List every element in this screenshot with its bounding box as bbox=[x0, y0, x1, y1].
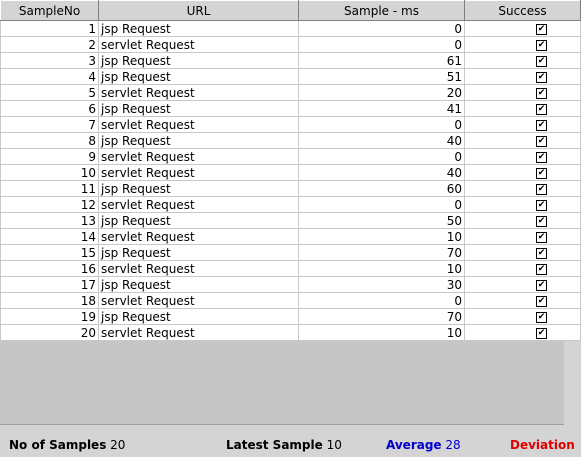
cell-success bbox=[465, 261, 581, 277]
cell-url: servlet Request bbox=[99, 149, 299, 165]
cell-sample-no: 1 bbox=[1, 21, 99, 37]
cell-url: jsp Request bbox=[99, 245, 299, 261]
cell-sample-ms: 0 bbox=[299, 21, 465, 37]
column-header-sample-no[interactable]: SampleNo bbox=[1, 1, 99, 21]
table-body bbox=[1, 21, 581, 341]
latest-value: 10 bbox=[326, 438, 342, 452]
cell-success bbox=[465, 21, 581, 37]
deviation-label: Deviation bbox=[510, 438, 575, 452]
cell-url: jsp Request bbox=[99, 53, 299, 69]
cell-sample-no: 17 bbox=[1, 277, 99, 293]
cell-success bbox=[465, 37, 581, 53]
table-row[interactable] bbox=[1, 293, 581, 309]
table-row[interactable] bbox=[1, 21, 581, 37]
cell-sample-no: 19 bbox=[1, 309, 99, 325]
cell-sample-no: 15 bbox=[1, 245, 99, 261]
column-header-sample-ms[interactable]: Sample - ms bbox=[299, 1, 465, 21]
cell-sample-no: 13 bbox=[1, 213, 99, 229]
success-checkbox[interactable]: ✔ bbox=[537, 247, 546, 258]
table-row[interactable] bbox=[1, 85, 581, 101]
cell-url: servlet Request bbox=[99, 229, 299, 245]
success-checkbox[interactable]: ✔ bbox=[537, 87, 546, 98]
cell-success bbox=[465, 197, 581, 213]
success-checkbox[interactable]: ✔ bbox=[537, 215, 546, 226]
cell-sample-ms: 40 bbox=[299, 133, 465, 149]
cell-sample-ms: 70 bbox=[299, 309, 465, 325]
success-checkbox[interactable]: ✔ bbox=[537, 151, 546, 162]
success-checkbox[interactable]: ✔ bbox=[537, 167, 546, 178]
average-label: Average bbox=[386, 438, 442, 452]
table-row[interactable] bbox=[1, 197, 581, 213]
table-row[interactable] bbox=[1, 53, 581, 69]
cell-success bbox=[465, 229, 581, 245]
success-checkbox[interactable]: ✔ bbox=[537, 103, 546, 114]
cell-sample-ms: 10 bbox=[299, 325, 465, 341]
cell-success bbox=[465, 325, 581, 341]
cell-sample-no: 9 bbox=[1, 149, 99, 165]
cell-sample-ms: 10 bbox=[299, 229, 465, 245]
cell-url: jsp Request bbox=[99, 309, 299, 325]
success-checkbox[interactable]: ✔ bbox=[537, 327, 546, 338]
cell-sample-ms: 61 bbox=[299, 53, 465, 69]
table-row[interactable] bbox=[1, 149, 581, 165]
cell-success bbox=[465, 277, 581, 293]
table-row[interactable] bbox=[1, 101, 581, 117]
cell-success bbox=[465, 181, 581, 197]
table-row[interactable] bbox=[1, 117, 581, 133]
cell-success bbox=[465, 309, 581, 325]
cell-sample-no: 18 bbox=[1, 293, 99, 309]
table-row[interactable] bbox=[1, 325, 581, 341]
cell-url: jsp Request bbox=[99, 133, 299, 149]
cell-sample-ms: 70 bbox=[299, 245, 465, 261]
cell-success bbox=[465, 165, 581, 181]
cell-sample-ms: 30 bbox=[299, 277, 465, 293]
cell-url: servlet Request bbox=[99, 85, 299, 101]
samples-value: 20 bbox=[110, 438, 126, 452]
success-checkbox[interactable]: ✔ bbox=[537, 71, 546, 82]
table-row[interactable] bbox=[1, 229, 581, 245]
average-value: 28 bbox=[445, 438, 461, 452]
success-checkbox[interactable]: ✔ bbox=[537, 55, 546, 66]
cell-sample-ms: 0 bbox=[299, 117, 465, 133]
cell-url: servlet Request bbox=[99, 37, 299, 53]
success-checkbox[interactable]: ✔ bbox=[537, 199, 546, 210]
success-checkbox[interactable]: ✔ bbox=[537, 263, 546, 274]
cell-sample-ms: 0 bbox=[299, 37, 465, 53]
cell-success bbox=[465, 293, 581, 309]
cell-success bbox=[465, 53, 581, 69]
success-checkbox[interactable]: ✔ bbox=[537, 135, 546, 146]
cell-sample-no: 6 bbox=[1, 101, 99, 117]
table-header-row bbox=[1, 1, 581, 21]
stat-average bbox=[386, 438, 461, 452]
cell-url: servlet Request bbox=[99, 261, 299, 277]
cell-sample-no: 8 bbox=[1, 133, 99, 149]
cell-url: jsp Request bbox=[99, 213, 299, 229]
table-row[interactable] bbox=[1, 165, 581, 181]
cell-sample-no: 12 bbox=[1, 197, 99, 213]
cell-success bbox=[465, 133, 581, 149]
success-checkbox[interactable]: ✔ bbox=[537, 279, 546, 290]
cell-sample-no: 4 bbox=[1, 69, 99, 85]
cell-sample-no: 5 bbox=[1, 85, 99, 101]
cell-sample-ms: 0 bbox=[299, 197, 465, 213]
cell-success bbox=[465, 117, 581, 133]
success-checkbox[interactable]: ✔ bbox=[537, 119, 546, 130]
cell-sample-ms: 20 bbox=[299, 85, 465, 101]
cell-success bbox=[465, 245, 581, 261]
column-header-url[interactable]: URL bbox=[99, 1, 299, 21]
cell-sample-no: 7 bbox=[1, 117, 99, 133]
success-checkbox[interactable]: ✔ bbox=[537, 295, 546, 306]
cell-sample-no: 11 bbox=[1, 181, 99, 197]
cell-success bbox=[465, 149, 581, 165]
cell-success bbox=[465, 85, 581, 101]
cell-url: jsp Request bbox=[99, 277, 299, 293]
latest-label: Latest Sample bbox=[226, 438, 323, 452]
cell-sample-no: 2 bbox=[1, 37, 99, 53]
success-checkbox[interactable]: ✔ bbox=[537, 231, 546, 242]
table-row[interactable] bbox=[1, 69, 581, 85]
stat-latest bbox=[226, 438, 342, 452]
cell-sample-no: 3 bbox=[1, 53, 99, 69]
table-row[interactable] bbox=[1, 245, 581, 261]
cell-sample-ms: 10 bbox=[299, 261, 465, 277]
table-row[interactable] bbox=[1, 133, 581, 149]
cell-url: servlet Request bbox=[99, 165, 299, 181]
table-row[interactable] bbox=[1, 213, 581, 229]
stat-samples bbox=[9, 438, 125, 452]
cell-url: servlet Request bbox=[99, 117, 299, 133]
success-checkbox[interactable]: ✔ bbox=[537, 39, 546, 50]
cell-sample-ms: 50 bbox=[299, 213, 465, 229]
table-row[interactable] bbox=[1, 37, 581, 53]
cell-url: servlet Request bbox=[99, 293, 299, 309]
cell-sample-no: 20 bbox=[1, 325, 99, 341]
cell-sample-ms: 51 bbox=[299, 69, 465, 85]
cell-url: servlet Request bbox=[99, 325, 299, 341]
summary-bar bbox=[0, 424, 575, 457]
cell-sample-no: 14 bbox=[1, 229, 99, 245]
cell-sample-ms: 40 bbox=[299, 165, 465, 181]
cell-sample-ms: 0 bbox=[299, 293, 465, 309]
cell-success bbox=[465, 69, 581, 85]
cell-url: jsp Request bbox=[99, 181, 299, 197]
cell-url: servlet Request bbox=[99, 197, 299, 213]
cell-success bbox=[465, 213, 581, 229]
cell-sample-no: 10 bbox=[1, 165, 99, 181]
cell-sample-ms: 0 bbox=[299, 149, 465, 165]
cell-sample-ms: 41 bbox=[299, 101, 465, 117]
cell-url: jsp Request bbox=[99, 69, 299, 85]
cell-url: jsp Request bbox=[99, 101, 299, 117]
cell-success bbox=[465, 101, 581, 117]
cell-sample-ms: 60 bbox=[299, 181, 465, 197]
table-row[interactable] bbox=[1, 309, 581, 325]
table-row[interactable] bbox=[1, 181, 581, 197]
samples-label: No of Samples bbox=[9, 438, 107, 452]
success-checkbox[interactable]: ✔ bbox=[537, 311, 546, 322]
cell-sample-no: 16 bbox=[1, 261, 99, 277]
success-checkbox[interactable]: ✔ bbox=[537, 23, 546, 34]
success-checkbox[interactable]: ✔ bbox=[537, 183, 546, 194]
stat-deviation bbox=[510, 438, 575, 452]
column-header-success[interactable]: Success bbox=[465, 1, 581, 21]
table-row[interactable] bbox=[1, 261, 581, 277]
cell-url: jsp Request bbox=[99, 21, 299, 37]
table-row[interactable] bbox=[1, 277, 581, 293]
